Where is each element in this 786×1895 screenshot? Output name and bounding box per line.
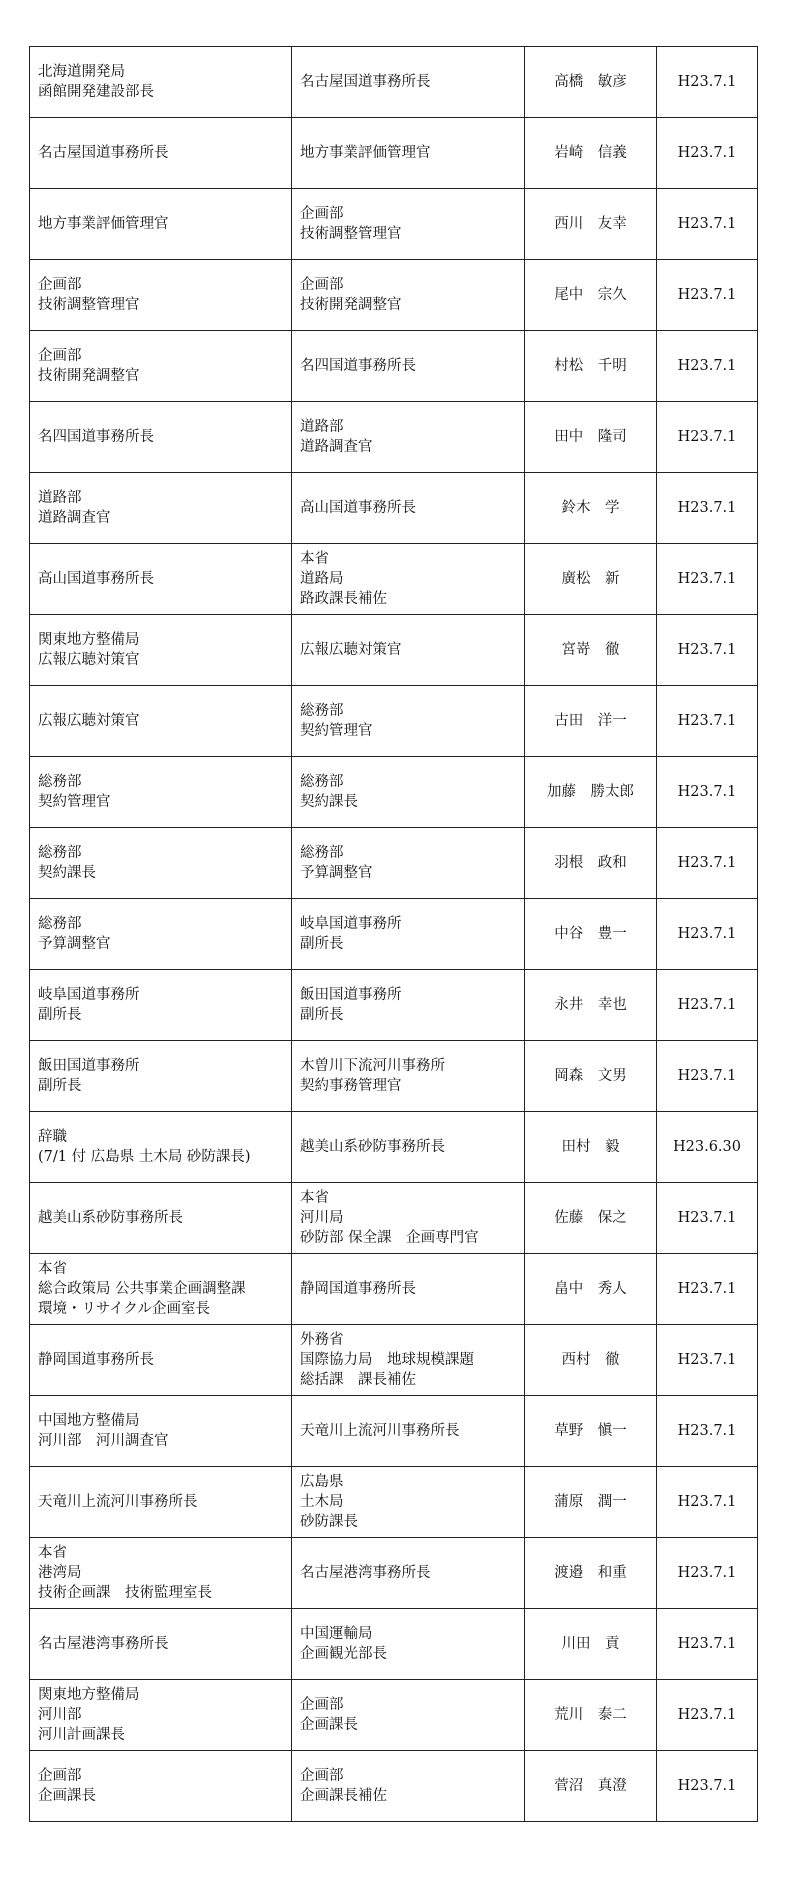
new-post-cell: 中国運輸局 企画観光部長 xyxy=(292,1609,525,1680)
table-row xyxy=(30,899,758,970)
person-name-cell: 畠中 秀人 xyxy=(525,1254,657,1325)
effective-date-cell: H23.7.1 xyxy=(657,473,758,544)
person-name-cell: 佐藤 保之 xyxy=(525,1183,657,1254)
person-name-cell: 尾中 宗久 xyxy=(525,260,657,331)
table-row xyxy=(30,1467,758,1538)
previous-post-cell: 北海道開発局 函館開発建設部長 xyxy=(30,47,292,118)
effective-date-cell: H23.7.1 xyxy=(657,970,758,1041)
new-post-cell: 名四国道事務所長 xyxy=(292,331,525,402)
new-post-cell: 越美山系砂防事務所長 xyxy=(292,1112,525,1183)
effective-date-cell: H23.7.1 xyxy=(657,402,758,473)
table-row xyxy=(30,828,758,899)
effective-date-cell: H23.7.1 xyxy=(657,1254,758,1325)
table-row xyxy=(30,189,758,260)
previous-post-cell: 関東地方整備局 河川部 河川計画課長 xyxy=(30,1680,292,1751)
effective-date-cell: H23.6.30 xyxy=(657,1112,758,1183)
previous-post-cell: 越美山系砂防事務所長 xyxy=(30,1183,292,1254)
table-row xyxy=(30,1325,758,1396)
previous-post-cell: 企画部 技術開発調整官 xyxy=(30,331,292,402)
person-name-cell: 荒川 泰二 xyxy=(525,1680,657,1751)
effective-date-cell: H23.7.1 xyxy=(657,1538,758,1609)
effective-date-cell: H23.7.1 xyxy=(657,47,758,118)
effective-date-cell: H23.7.1 xyxy=(657,686,758,757)
new-post-cell: 名古屋国道事務所長 xyxy=(292,47,525,118)
person-name-cell: 廣松 新 xyxy=(525,544,657,615)
new-post-cell: 地方事業評価管理官 xyxy=(292,118,525,189)
effective-date-cell: H23.7.1 xyxy=(657,544,758,615)
new-post-cell: 岐阜国道事務所 副所長 xyxy=(292,899,525,970)
effective-date-cell: H23.7.1 xyxy=(657,189,758,260)
table-row xyxy=(30,1751,758,1822)
person-name-cell: 古田 洋一 xyxy=(525,686,657,757)
person-name-cell: 岡森 文男 xyxy=(525,1041,657,1112)
new-post-cell: 総務部 予算調整官 xyxy=(292,828,525,899)
new-post-cell: 総務部 契約課長 xyxy=(292,757,525,828)
previous-post-cell: 総務部 予算調整官 xyxy=(30,899,292,970)
effective-date-cell: H23.7.1 xyxy=(657,1680,758,1751)
previous-post-cell: 中国地方整備局 河川部 河川調査官 xyxy=(30,1396,292,1467)
new-post-cell: 飯田国道事務所 副所長 xyxy=(292,970,525,1041)
table-row xyxy=(30,1112,758,1183)
person-name-cell: 岩崎 信義 xyxy=(525,118,657,189)
person-name-cell: 蒲原 潤一 xyxy=(525,1467,657,1538)
person-name-cell: 田中 隆司 xyxy=(525,402,657,473)
new-post-cell: 静岡国道事務所長 xyxy=(292,1254,525,1325)
previous-post-cell: 総務部 契約課長 xyxy=(30,828,292,899)
table-body xyxy=(30,47,758,1822)
effective-date-cell: H23.7.1 xyxy=(657,1325,758,1396)
previous-post-cell: 名古屋国道事務所長 xyxy=(30,118,292,189)
table-row xyxy=(30,402,758,473)
table-row xyxy=(30,473,758,544)
new-post-cell: 総務部 契約管理官 xyxy=(292,686,525,757)
new-post-cell: 広島県 土木局 砂防課長 xyxy=(292,1467,525,1538)
effective-date-cell: H23.7.1 xyxy=(657,1467,758,1538)
person-name-cell: 田村 毅 xyxy=(525,1112,657,1183)
effective-date-cell: H23.7.1 xyxy=(657,757,758,828)
table-row xyxy=(30,1609,758,1680)
table-row xyxy=(30,331,758,402)
new-post-cell: 本省 河川局 砂防部 保全課 企画専門官 xyxy=(292,1183,525,1254)
table-row xyxy=(30,47,758,118)
previous-post-cell: 高山国道事務所長 xyxy=(30,544,292,615)
effective-date-cell: H23.7.1 xyxy=(657,1751,758,1822)
person-name-cell: 羽根 政和 xyxy=(525,828,657,899)
effective-date-cell: H23.7.1 xyxy=(657,1396,758,1467)
effective-date-cell: H23.7.1 xyxy=(657,260,758,331)
new-post-cell: 外務省 国際協力局 地球規模課題 総括課 課長補佐 xyxy=(292,1325,525,1396)
previous-post-cell: 静岡国道事務所長 xyxy=(30,1325,292,1396)
previous-post-cell: 本省 港湾局 技術企画課 技術監理室長 xyxy=(30,1538,292,1609)
previous-post-cell: 飯田国道事務所 副所長 xyxy=(30,1041,292,1112)
person-name-cell: 西村 徹 xyxy=(525,1325,657,1396)
new-post-cell: 道路部 道路調査官 xyxy=(292,402,525,473)
previous-post-cell: 企画部 技術調整管理官 xyxy=(30,260,292,331)
new-post-cell: 本省 道路局 路政課長補佐 xyxy=(292,544,525,615)
effective-date-cell: H23.7.1 xyxy=(657,615,758,686)
new-post-cell: 広報広聴対策官 xyxy=(292,615,525,686)
new-post-cell: 企画部 技術開発調整官 xyxy=(292,260,525,331)
table-row xyxy=(30,757,758,828)
table-row xyxy=(30,615,758,686)
previous-post-cell: 辞職 (7/1 付 広島県 土木局 砂防課長) xyxy=(30,1112,292,1183)
table-row xyxy=(30,970,758,1041)
person-name-cell: 鈴木 学 xyxy=(525,473,657,544)
previous-post-cell: 企画部 企画課長 xyxy=(30,1751,292,1822)
new-post-cell: 木曽川下流河川事務所 契約事務管理官 xyxy=(292,1041,525,1112)
effective-date-cell: H23.7.1 xyxy=(657,331,758,402)
table-row xyxy=(30,1680,758,1751)
previous-post-cell: 天竜川上流河川事務所長 xyxy=(30,1467,292,1538)
person-name-cell: 中谷 豊一 xyxy=(525,899,657,970)
new-post-cell: 天竜川上流河川事務所長 xyxy=(292,1396,525,1467)
table-row xyxy=(30,1041,758,1112)
previous-post-cell: 道路部 道路調査官 xyxy=(30,473,292,544)
person-name-cell: 加藤 勝太郎 xyxy=(525,757,657,828)
previous-post-cell: 広報広聴対策官 xyxy=(30,686,292,757)
person-name-cell: 西川 友幸 xyxy=(525,189,657,260)
previous-post-cell: 名四国道事務所長 xyxy=(30,402,292,473)
effective-date-cell: H23.7.1 xyxy=(657,1183,758,1254)
table-row xyxy=(30,686,758,757)
table-row xyxy=(30,1254,758,1325)
new-post-cell: 企画部 技術調整管理官 xyxy=(292,189,525,260)
previous-post-cell: 名古屋港湾事務所長 xyxy=(30,1609,292,1680)
previous-post-cell: 地方事業評価管理官 xyxy=(30,189,292,260)
effective-date-cell: H23.7.1 xyxy=(657,118,758,189)
table-row xyxy=(30,260,758,331)
previous-post-cell: 岐阜国道事務所 副所長 xyxy=(30,970,292,1041)
person-name-cell: 渡邉 和重 xyxy=(525,1538,657,1609)
table-row xyxy=(30,544,758,615)
person-name-cell: 村松 千明 xyxy=(525,331,657,402)
personnel-change-table xyxy=(29,46,758,1822)
table-row xyxy=(30,1396,758,1467)
new-post-cell: 名古屋港湾事務所長 xyxy=(292,1538,525,1609)
person-name-cell: 川田 貢 xyxy=(525,1609,657,1680)
table-row xyxy=(30,118,758,189)
effective-date-cell: H23.7.1 xyxy=(657,899,758,970)
person-name-cell: 永井 幸也 xyxy=(525,970,657,1041)
person-name-cell: 宮嵜 徹 xyxy=(525,615,657,686)
new-post-cell: 企画部 企画課長補佐 xyxy=(292,1751,525,1822)
person-name-cell: 菅沼 真澄 xyxy=(525,1751,657,1822)
person-name-cell: 草野 愼一 xyxy=(525,1396,657,1467)
previous-post-cell: 関東地方整備局 広報広聴対策官 xyxy=(30,615,292,686)
table-row xyxy=(30,1538,758,1609)
effective-date-cell: H23.7.1 xyxy=(657,1041,758,1112)
effective-date-cell: H23.7.1 xyxy=(657,1609,758,1680)
person-name-cell: 高橋 敏彦 xyxy=(525,47,657,118)
previous-post-cell: 総務部 契約管理官 xyxy=(30,757,292,828)
effective-date-cell: H23.7.1 xyxy=(657,828,758,899)
table-row xyxy=(30,1183,758,1254)
new-post-cell: 企画部 企画課長 xyxy=(292,1680,525,1751)
new-post-cell: 高山国道事務所長 xyxy=(292,473,525,544)
previous-post-cell: 本省 総合政策局 公共事業企画調整課 環境・リサイクル企画室長 xyxy=(30,1254,292,1325)
